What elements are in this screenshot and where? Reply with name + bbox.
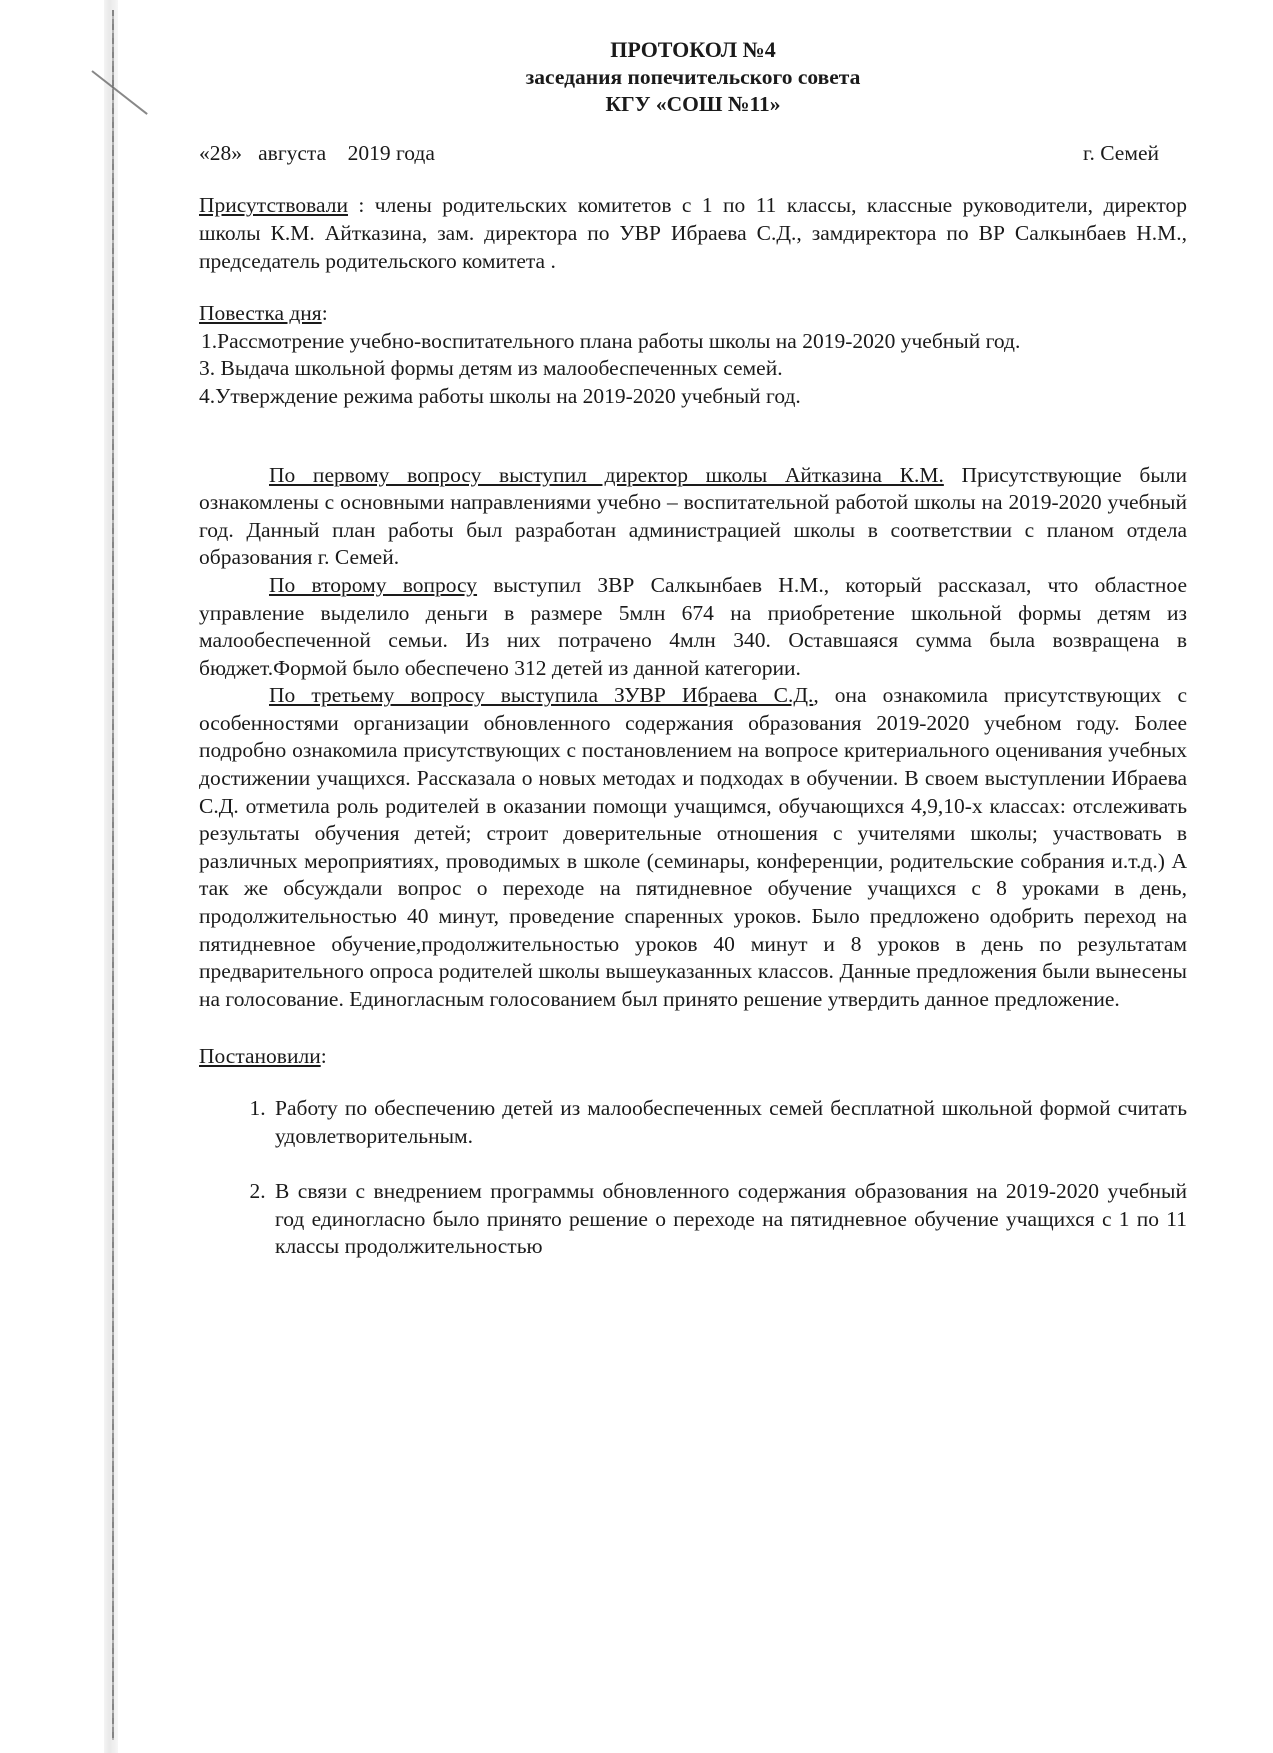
discussion-q1 — [199, 462, 1187, 572]
q3-text: , она ознакомила присутствующих с особенностями организации обновленного содержания образования 2019-2020 учебном году. Более подробно ознакомила присутствующих с постановлением на вопросе критериального оценивания учебных достижении учащихся. Рассказала о новых методах и подходах в обучении. В своем выступлении Ибраева С.Д. отметила роль родителей в оказании помощи учащимся, обучающихся 4,9,10-х классах: отслеживать результаты обучения детей; строит доверительные отношения с учителями школы; участвовать в различных мероприятиях, проводимых в школе (семинары, конференции, родительские собрания и.т.д.) А так же обсуждали вопрос о переходе на пятидневное обучение учащихся с 8 уроками в день, продолжительностью 40 минут, проведение спаренных уроков. Было предложено одобрить переход на пятидневное обучение,продолжительностью уроков 40 минут и 8 уроков в день по результатам предварительного опроса родителей школы вышеуказанных классов. Данные предложения были вынесены на голосование. Единогласным голосованием был принято решение утвердить данное предложение. — [199, 683, 1187, 1011]
q2-lead: По второму вопросу — [269, 572, 478, 597]
document-title: ПРОТОКОЛ №4 — [610, 37, 776, 62]
q1-lead: По первому вопросу выступил директор школы Айтказина К.М. — [269, 462, 944, 487]
resolution-list — [199, 1095, 1187, 1261]
date-year: 2019 года — [347, 140, 435, 165]
organization-name: КГУ «СОШ №11» — [605, 92, 781, 117]
meeting-date — [199, 140, 435, 168]
agenda-label: Повестка дня — [199, 301, 322, 326]
date-line — [199, 140, 1187, 168]
discussion-q2 — [199, 572, 1187, 682]
resolution-heading — [199, 1043, 1187, 1071]
agenda-colon: : — [321, 301, 328, 326]
meeting-city: г. Семей — [1083, 140, 1159, 165]
resolution-label: Постановили — [199, 1044, 321, 1069]
attendance-text: : члены родительских комитетов с 1 по 11 классы, классные руководители, директор школы К.М. Айтказина, зам. директора по УВР Ибраева С.Д., замдиректора по ВР Салкынбаев Н.М., председатель родительского комитета . — [199, 193, 1187, 273]
resolution-colon: : — [320, 1044, 327, 1069]
attendance-paragraph — [199, 192, 1187, 275]
scan-binding-edge — [112, 10, 114, 1740]
q3-lead: По третьему вопросу выступила ЗУВР Ибраева С.Д. — [269, 683, 814, 708]
q2-text: выступил ЗВР Салкынбаев Н.М., который рассказал, что областное управление выделило деньги в размере 5млн 674 на приобретение школьной формы детям из малообеспеченной семьи. Из них потрачено 4млн 340. Оставшаяся сумма была возвращена в бюджет.Формой было обеспечено 312 детей из данной категории. — [199, 572, 1187, 680]
agenda-heading — [199, 300, 1187, 328]
attendance-label: Присутствовали — [199, 193, 348, 218]
resolution-item: 2. В связи с внедрением программы обновленного содержания образования на 2019-2020 учебный год единогласно было принято решение о переходе на пятидневное обучение учащихся с 1 по 11 классы продолжительностью — [271, 1178, 1187, 1261]
document-page — [199, 36, 1187, 1289]
staple-mark — [91, 70, 147, 115]
discussion-q3 — [199, 682, 1187, 1013]
date-month: августа — [258, 140, 327, 165]
document-subtitle: заседания попечительского совета — [525, 64, 861, 89]
date-day: «28» — [199, 140, 242, 165]
agenda-item: 4.Утверждение режима работы школы на 2019-2020 учебный год. — [199, 383, 801, 408]
agenda-item: 3. Выдача школьной формы детям из малообеспеченных семей. — [199, 356, 783, 381]
resolution-item: 1. Работу по обеспечению детей из малообеспеченных семей бесплатной школьной формой считать удовлетворительным. — [271, 1095, 1187, 1150]
q1-text: Присутствующие были ознакомлены с основными направлениями учебно – воспитательной работой школы на 2019-2020 учебный год. Данный план работы был разработан администрацией школы в соответствии с планом отдела образования г. Семей. — [199, 462, 1188, 570]
scan-binding-shadow — [104, 0, 118, 1753]
agenda-section — [199, 300, 1187, 410]
agenda-item: 1.Рассмотрение учебно-воспитательного плана работы школы на 2019-2020 учебный год. — [201, 328, 1021, 353]
